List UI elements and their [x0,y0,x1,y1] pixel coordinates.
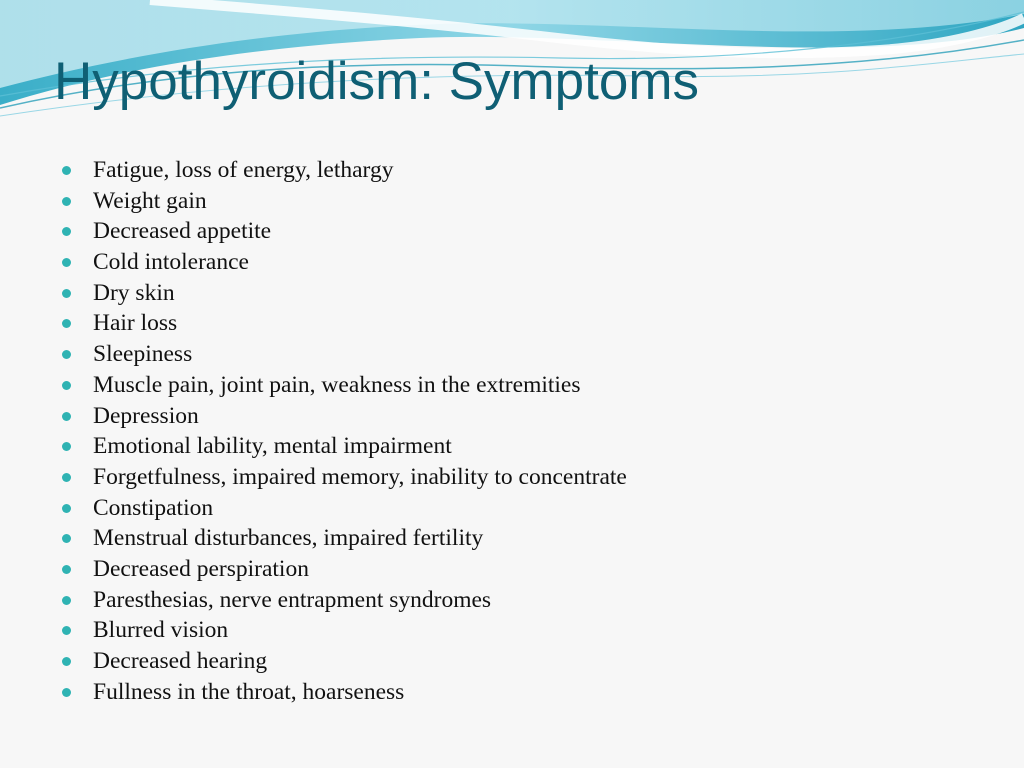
list-item-text: Emotional lability, mental impairment [93,433,452,460]
list-item-text: Decreased hearing [93,648,268,674]
list-item-text: Forgetfulness, impaired memory, inability to concentrate [93,463,627,490]
bullet-icon [62,596,71,605]
list-item-text: Menstrual disturbances, impaired fertility [93,525,484,552]
bullet-icon [62,258,71,267]
list-item-text: Decreased appetite [93,218,272,245]
bullet-icon [62,289,71,298]
bullet-icon [62,166,71,175]
list-item-text: Depression [93,402,199,429]
list-item-text: Blurred vision [93,617,229,644]
list-item-text: Muscle pain, joint pain, weakness in the extremities [93,371,581,398]
list-item [60,646,627,677]
bullet-icon [62,688,71,697]
bullet-icon [62,412,71,421]
list-item [60,370,627,401]
list-item [60,585,627,616]
bullet-icon [62,565,71,574]
list-item [60,431,627,462]
bullet-icon [62,319,71,328]
slide-title: Hypothyroidism: Symptoms [54,52,700,111]
list-item-text: Weight gain [93,187,207,214]
list-item [60,493,627,524]
list-item [60,155,627,186]
list-item-text: Fatigue, loss of energy, lethargy [93,157,394,183]
list-item [60,186,627,217]
list-item [60,247,627,278]
bullet-icon [62,657,71,666]
list-item-text: Dry skin [93,279,175,306]
list-item-text: Cold intolerance [93,249,249,276]
list-item-text: Paresthesias, nerve entrapment syndromes [93,586,492,613]
list-item [60,677,627,708]
bullet-icon [62,473,71,482]
bullet-icon [62,350,71,359]
list-item [60,308,627,339]
list-item [60,554,627,585]
bullet-icon [62,534,71,543]
list-item [60,401,627,432]
list-item-text: Hair loss [93,310,178,337]
list-item-text: Fullness in the throat, hoarseness [93,678,405,705]
list-item-text: Sleepiness [93,341,193,368]
symptom-list [60,155,627,707]
list-item [60,462,627,493]
bullet-icon [62,504,71,513]
bullet-icon [62,197,71,206]
bullet-icon [62,227,71,236]
list-item-text: Constipation [93,494,214,521]
list-item-text: Decreased perspiration [93,555,309,582]
bullet-icon [62,442,71,451]
list-item [60,278,627,309]
list-item [60,216,627,247]
list-item [60,339,627,370]
bullet-icon [62,381,71,390]
bullet-icon [62,626,71,635]
list-item [60,523,627,554]
list-item [60,615,627,646]
